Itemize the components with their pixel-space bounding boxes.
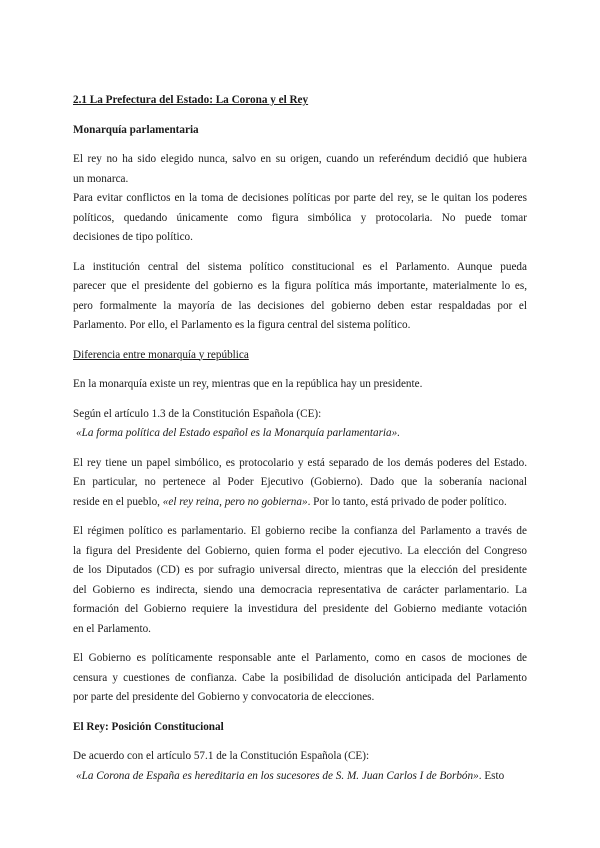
text-line: El régimen político es parlamentario. El gobierno recibe la confianza del Parlamento a través de	[73, 525, 527, 537]
text-line	[73, 767, 527, 787]
text-line	[73, 493, 527, 513]
text-line: decisiones de tipo político.	[73, 231, 193, 243]
text-line: Según el artículo 1.3 de la Constitución Española (CE):	[73, 407, 322, 420]
subsection-title-monarquia: Monarquía parlamentaria	[73, 123, 199, 136]
paragraph-rey-no-elegido	[73, 150, 527, 248]
text-line: de los Diputados (CD) es por sufragio universal directo, mientras que la elección del presidente	[73, 564, 527, 576]
text-line: formación del Gobierno requiere la investidura del presidente del Gobierno mediante votación	[73, 603, 527, 615]
inline-quote: «el rey reina, pero no gobierna»	[162, 495, 308, 508]
text-line: pero formalmente la mayoría de las decisiones del gobierno deben estar respaldadas por el	[73, 299, 527, 312]
text-line: censura y cuestiones de confianza. Cabe la posibilidad de disolución anticipada del Parlamento	[73, 671, 527, 684]
paragraph-papel-simbolico	[73, 454, 527, 513]
text-fragment: . Esto	[478, 769, 505, 782]
text-fragment: . Por lo tanto, está privado de poder político.	[307, 495, 507, 508]
text-line: parecer que el presidente del gobierno es la figura política más importante, materialmente lo es,	[73, 280, 527, 292]
paragraph-responsabilidad-gobierno	[73, 649, 527, 708]
document-body	[73, 91, 527, 786]
text-line: la figura del Presidente del Gobierno, quien forma el poder ejecutivo. La elección del Congreso	[73, 544, 527, 557]
text-fragment: reside en el pueblo,	[73, 495, 163, 508]
text-line: políticos, quedando únicamente como figura simbólica y protocolaria. No puede tomar	[73, 211, 527, 224]
text-line: un monarca.	[73, 172, 129, 185]
paragraph-regimen-parlamentario	[73, 522, 527, 639]
text-line: De acuerdo con el artículo 57.1 de la Constitución Española (CE):	[73, 750, 370, 762]
paragraph-articulo-1-3	[73, 405, 527, 444]
paragraph-articulo-57-1	[73, 747, 527, 786]
text-line: por parte del presidente del Gobierno y convocatoria de elecciones.	[73, 691, 375, 703]
section-heading: 2.1 La Prefectura del Estado: La Corona y el Rey	[73, 94, 309, 106]
text-line: El Gobierno es políticamente responsable ante el Parlamento, como en casos de mociones de	[73, 652, 527, 664]
subsection-title-rey-posicion: El Rey: Posición Constitucional	[73, 720, 224, 733]
text-line: del Gobierno es indirecta, siendo una democracia representativa de carácter parlamentario. La	[73, 583, 527, 596]
text-line: La institución central del sistema político constitucional es el Parlamento. Aunque pueda	[73, 260, 527, 273]
text-line: Para evitar conflictos en la toma de decisiones políticas por parte del rey, se le quitan los poderes	[73, 192, 527, 204]
paragraph-institucion-central	[73, 258, 527, 336]
text-line: El rey tiene un papel simbólico, es protocolario y está separado de los demás poderes del Estado.	[73, 456, 527, 469]
text-line: En particular, no pertenece al Poder Ejecutivo (Gobierno). Dado que la soberanía nacional	[73, 476, 527, 488]
text-line: Parlamento. Por ello, el Parlamento es la figura central del sistema político.	[73, 319, 411, 331]
subsection-title-diferencia: Diferencia entre monarquía y república	[73, 348, 249, 361]
paragraph-monarquia-republica: En la monarquía existe un rey, mientras que en la república hay un presidente.	[73, 378, 423, 390]
constitution-quote: «La forma política del Estado español es la Monarquía parlamentaria».	[76, 427, 401, 439]
text-line: en el Parlamento.	[73, 622, 151, 635]
text-line: El rey no ha sido elegido nunca, salvo en su origen, cuando un referéndum decidió que hubiera	[73, 153, 527, 165]
constitution-quote: «La Corona de España es hereditaria en los sucesores de S. M. Juan Carlos I de Borbón»	[76, 769, 479, 782]
